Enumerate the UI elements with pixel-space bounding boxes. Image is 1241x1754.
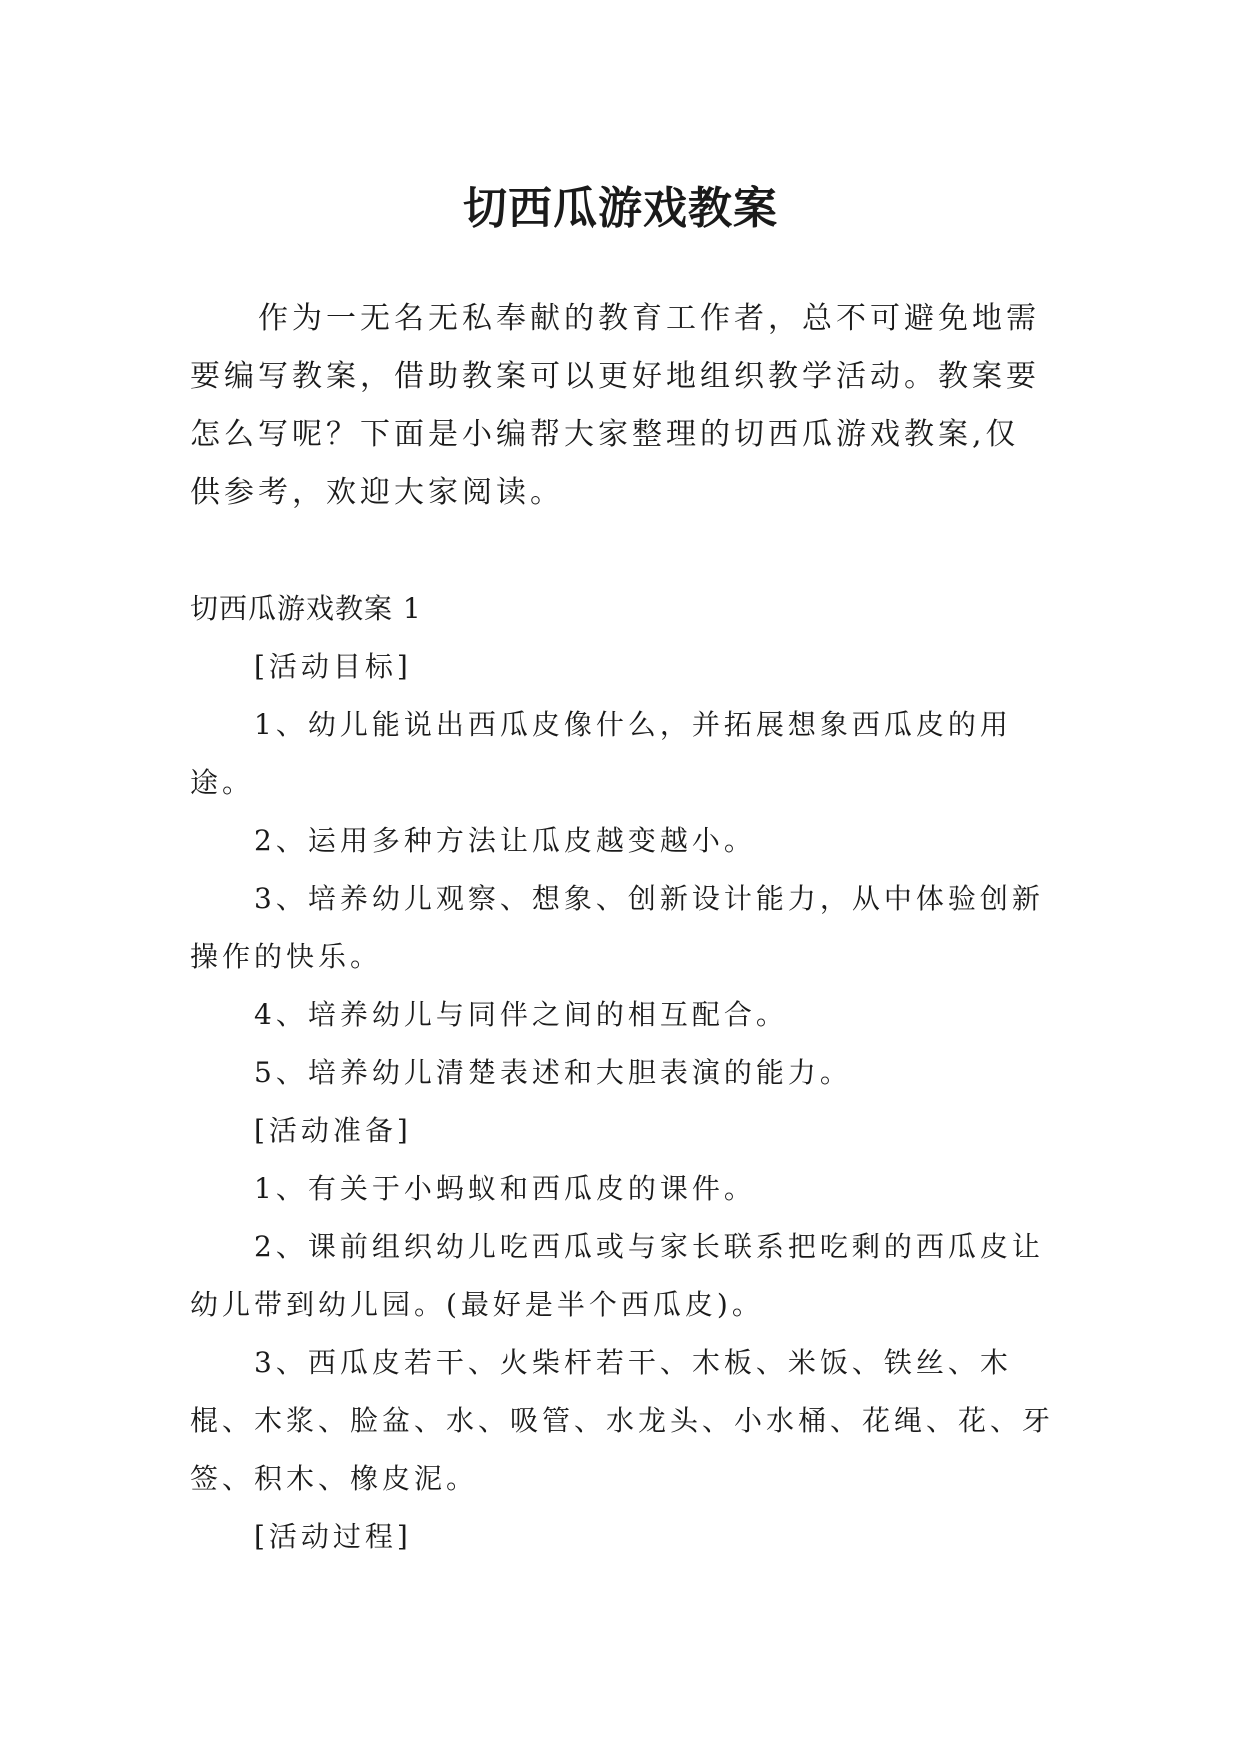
goal-item: 4、培养幼儿与同伴之间的相互配合。 [254, 998, 788, 1031]
prep-item: 1、有关于小蚂蚁和西瓜皮的课件。 [254, 1172, 756, 1205]
process-label: [活动过程] [254, 1520, 412, 1553]
prep-item: 2、课前组织幼儿吃西瓜或与家长联系把吃剩的西瓜皮让幼儿带到幼儿园。(最好是半个西瓜皮)。 [190, 1230, 1044, 1321]
section-heading: 切西瓜游戏教案 1 [190, 592, 422, 625]
goal-item: 3、培养幼儿观察、想象、创新设计能力，从中体验创新操作的快乐。 [190, 882, 1044, 973]
prep-label: [活动准备] [254, 1114, 412, 1147]
goal-item: 1、幼儿能说出西瓜皮像什么，并拓展想象西瓜皮的用途。 [190, 708, 1012, 799]
goal-item: 5、培养幼儿清楚表述和大胆表演的能力。 [254, 1056, 852, 1089]
intro-paragraph: 作为一无名无私奉献的教育工作者，总不可避免地需要编写教案，借助教案可以更好地组织教学活动。教案要怎么写呢？下面是小编帮大家整理的切西瓜游戏教案,仅供参考，欢迎大家阅读。 [190, 301, 1040, 510]
lesson-plan-section-1 [190, 580, 1070, 1566]
goal-item: 2、运用多种方法让瓜皮越变越小。 [254, 824, 756, 857]
goals-label: [活动目标] [254, 650, 412, 683]
prep-item: 3、西瓜皮若干、火柴杆若干、木板、米饭、铁丝、木棍、木浆、脸盆、水、吸管、水龙头、小水桶、花绳、花、牙签、积木、橡皮泥。 [190, 1346, 1055, 1495]
document-title: 切西瓜游戏教案 [463, 183, 778, 235]
